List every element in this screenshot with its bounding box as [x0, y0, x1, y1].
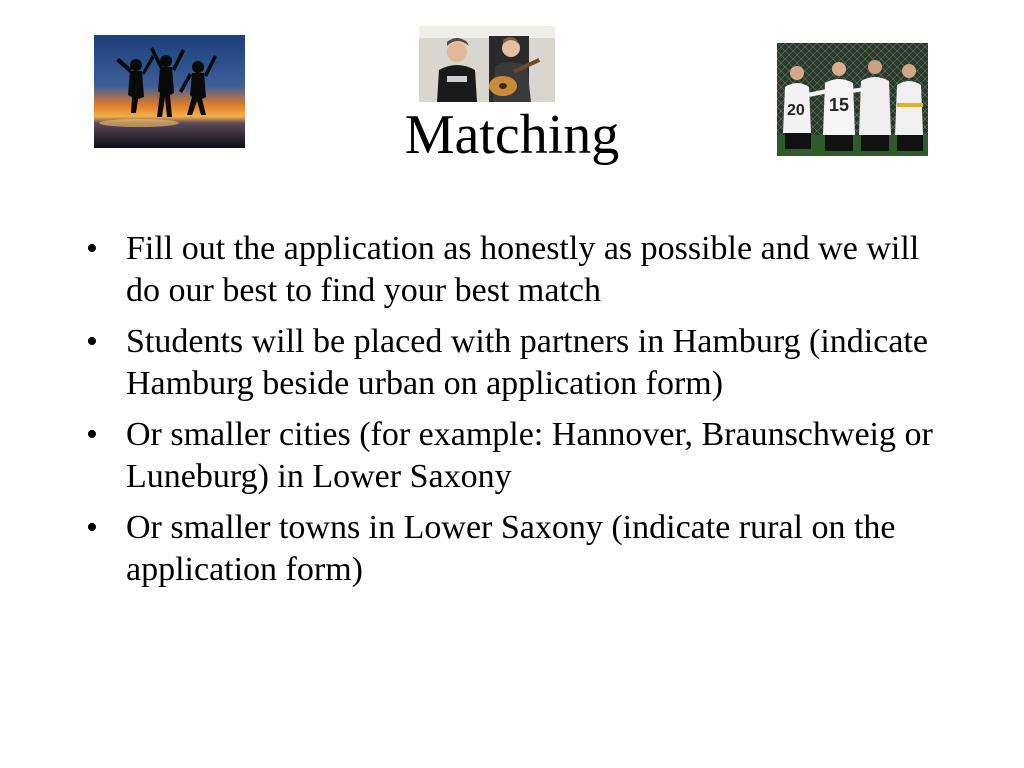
bullet-item — [82, 228, 942, 312]
slide-title: Matching — [404, 104, 620, 166]
svg-text:20: 20 — [787, 102, 805, 119]
bullet-text: Or smaller cities (for example: Hannover, Braunschweig or Luneburg) in Lower Saxony — [126, 416, 933, 495]
bullet-text: Students will be placed with partners in Hamburg (indicate Hamburg beside urban on application form) — [126, 323, 928, 402]
bullet-symbol: • — [86, 230, 98, 267]
bullet-item — [82, 507, 942, 591]
bullet-list — [82, 228, 942, 600]
bullet-item — [82, 414, 942, 498]
bullet-item — [82, 321, 942, 405]
bullet-symbol: • — [86, 323, 98, 360]
bullet-symbol: • — [86, 509, 98, 546]
bullet-symbol: • — [86, 416, 98, 453]
musicians-photo — [419, 26, 555, 102]
bullet-text: Fill out the application as honestly as possible and we will do our best to find your best match — [126, 230, 920, 309]
bullet-text: Or smaller towns in Lower Saxony (indicate rural on the application form) — [126, 509, 896, 588]
svg-text:15: 15 — [829, 95, 850, 115]
